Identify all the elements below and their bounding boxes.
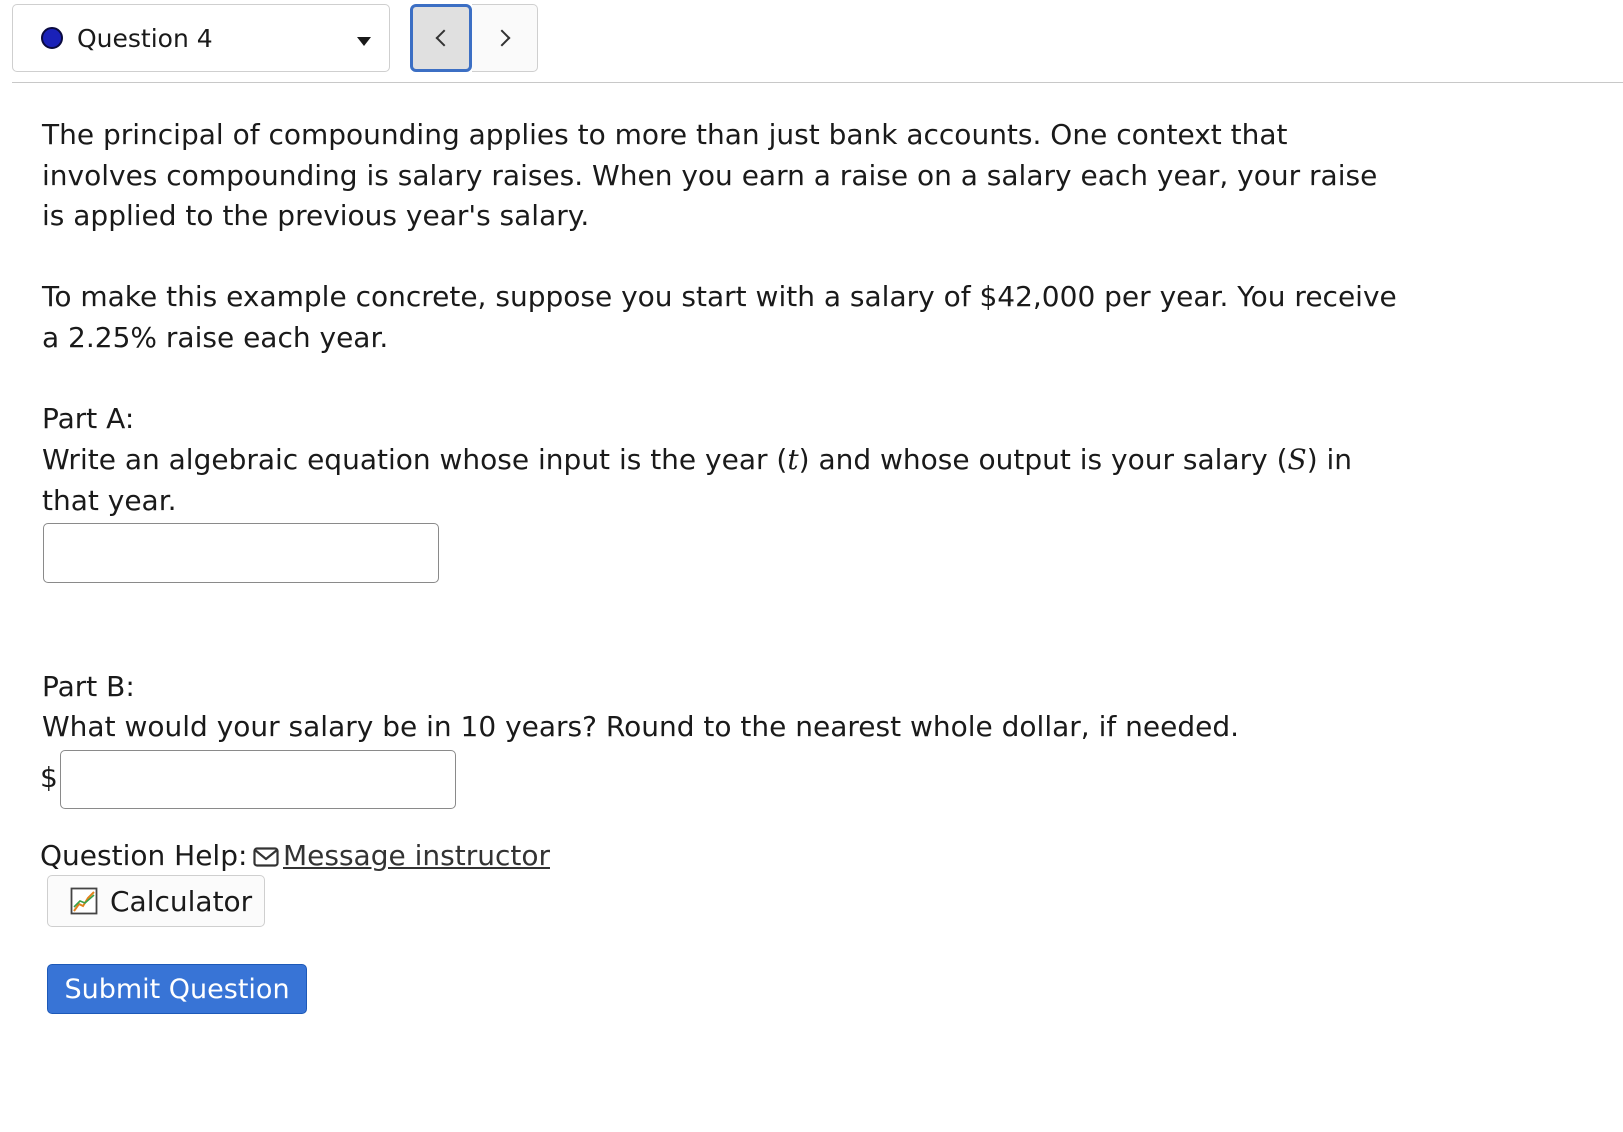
next-question-button[interactable] (472, 4, 538, 72)
part-a-question (42, 440, 1402, 521)
part-a-answer-input[interactable] (43, 523, 439, 583)
message-instructor-link[interactable] (253, 838, 550, 874)
calculator-button[interactable] (47, 875, 265, 927)
submit-question-button[interactable]: Submit Question (47, 964, 307, 1014)
chevron-left-icon (436, 30, 453, 47)
part-b-question: What would your salary be in 10 years? Round to the nearest whole dollar, if needed. (42, 710, 1239, 743)
question-help-label: Question Help: (40, 839, 248, 872)
message-instructor-label: Message instructor (283, 839, 550, 872)
part-a-label: Part A: (42, 402, 135, 435)
header-divider (12, 82, 1623, 83)
part-a-text-2: ) and whose output is your salary ( (798, 443, 1288, 476)
currency-symbol: $ (40, 761, 58, 794)
question-scenario-text: To make this example concrete, suppose you start with a salary of $42,000 per year. You receive a 2.25% raise each year. (42, 280, 1397, 354)
question-intro-text: The principal of compounding applies to more than just bank accounts. One context that involves compounding is salary raises. When you earn a raise on a salary each year, your raise is applied to the previous year's salary. (42, 118, 1378, 232)
calculator-label: Calculator (110, 884, 253, 918)
variable-s: S (1287, 443, 1307, 476)
calculator-icon (70, 887, 98, 915)
part-b-answer-input[interactable] (60, 750, 456, 809)
part-b-label: Part B: (42, 670, 135, 703)
previous-question-button[interactable] (410, 4, 472, 72)
question-select[interactable] (12, 4, 390, 72)
variable-t: t (787, 443, 799, 476)
chevron-right-icon (493, 30, 510, 47)
dropdown-caret-icon (357, 37, 371, 46)
part-a-text-3: ) in that year. (42, 443, 1353, 517)
question-status-icon (41, 27, 63, 49)
part-a-text-1: Write an algebraic equation whose input is the year ( (42, 443, 788, 476)
mail-icon (253, 847, 279, 867)
question-select-label: Question 4 (77, 24, 213, 53)
